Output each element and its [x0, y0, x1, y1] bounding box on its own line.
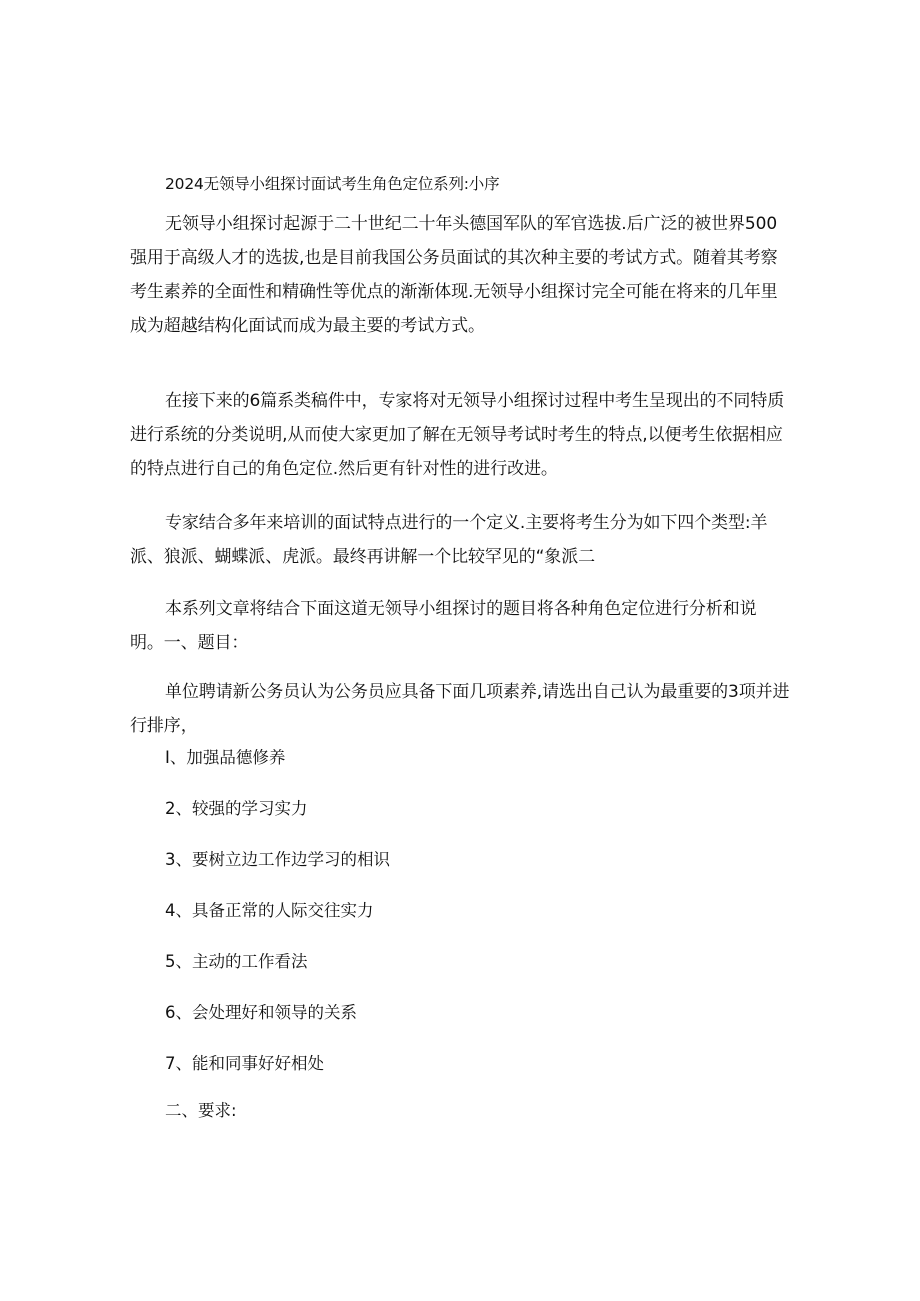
- document-title: 2024无领导小组探讨面试考生角色定位系列:小序: [165, 175, 500, 193]
- list-item: I、加强品德修养: [165, 748, 286, 767]
- paragraph-question-heading: 本系列文章将结合下面这道无领导小组探讨的题目将各种角色定位进行分析和说明。一、题目：: [130, 599, 757, 653]
- paragraph-question-text: 单位聘请新公务员认为公务员应具备下面几项素养,请选出自己认为最重要的3项并进行排序，: [130, 682, 790, 736]
- list-item: 4、具备正常的人际交往实力: [165, 901, 374, 920]
- paragraph-types-definition: 专家结合多年来培训的面试特点进行的一个定义.主要将考生分为如下四个类型:羊派、狼派、蝴蝶派、虎派。最终再讲解一个比较罕见的“象派二: [130, 513, 768, 567]
- list-item: 5、主动的工作看法: [165, 952, 308, 971]
- requirements-heading: 二、要求:: [165, 1101, 237, 1120]
- list-item: 6、会处理好和领导的关系: [165, 1003, 357, 1022]
- list-item: 7、能和同事好好相处: [165, 1054, 324, 1073]
- list-item: 3、要树立边工作边学习的相识: [165, 850, 390, 869]
- list-item: 2、较强的学习实力: [165, 799, 308, 818]
- paragraph-origin: 无领导小组探讨起源于二十世纪二十年头德国军队的军官选拔.后广泛的被世界500强用于高级人才的选拔,也是目前我国公务员面试的其次种主要的考试方式。随着其考察考生素养的全面性和精确性等优点的渐渐体现.无领导小组探讨完全可能在将来的几年里成为超越结构化面试而成为最主要的考试方式。: [130, 214, 778, 336]
- paragraph-series-intro: 在接下来的6篇系类稿件中，专家将对无领导小组探讨过程中考生呈现出的不同特质进行系统的分类说明,从而使大家更加了解在无领导考试时考生的特点,以便考生依据相应的特点进行自己的角色定位.然后更有针对性的进行改进。: [130, 391, 785, 479]
